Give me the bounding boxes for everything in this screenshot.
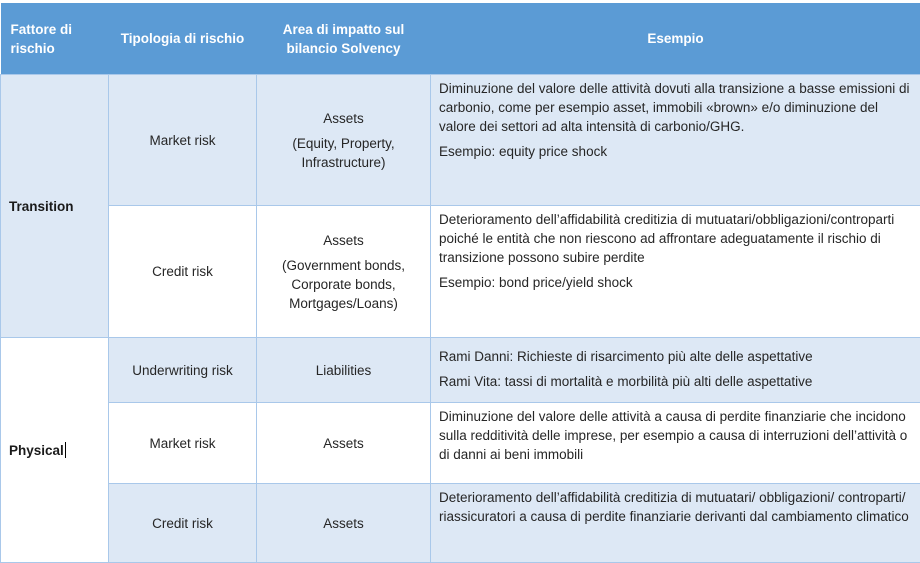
area-cell[interactable] xyxy=(257,75,431,206)
type-label: Underwriting risk xyxy=(132,363,233,378)
description-text: Diminuzione del valore delle attività dovuti alla transizione a basse emissioni di carbonio, come per esempio asset, immobili «brown» e/o diminuzione del valore dei settori ad alta intensità di carbonio/GHG. xyxy=(439,79,912,136)
area-label: Assets xyxy=(323,233,364,248)
factor-cell-physical[interactable] xyxy=(1,338,109,563)
area-detail: (Equity, Property, Infrastructure) xyxy=(263,134,424,172)
description-text: Deterioramento dell’affidabilità creditizia di mutuatari/ obbligazioni/ controparti/ riassicuratori a causa di perdite finanziarie derivanti dal cambiamento climatico xyxy=(439,488,912,526)
example-text: Esempio: equity price shock xyxy=(439,142,912,161)
area-cell[interactable] xyxy=(257,403,431,484)
type-cell[interactable] xyxy=(109,484,257,563)
header-factor: Fattore di rischio xyxy=(1,3,109,75)
type-cell[interactable] xyxy=(109,338,257,403)
example-cell[interactable] xyxy=(431,206,920,338)
type-label: Market risk xyxy=(149,133,215,148)
area-cell[interactable] xyxy=(257,206,431,338)
table-row xyxy=(1,403,920,484)
area-cell[interactable] xyxy=(257,484,431,563)
type-label: Credit risk xyxy=(152,264,213,279)
factor-cell-transition[interactable] xyxy=(1,75,109,338)
area-detail: (Government bonds, Corporate bonds, Mortgages/Loans) xyxy=(263,256,424,313)
example-text: Esempio: bond price/yield shock xyxy=(439,273,912,292)
area-label: Assets xyxy=(323,436,364,451)
header-area: Area di impatto sul bilancio Solvency xyxy=(257,3,431,75)
type-label: Credit risk xyxy=(152,516,213,531)
type-cell[interactable] xyxy=(109,403,257,484)
table-row xyxy=(1,206,920,338)
type-label: Market risk xyxy=(149,436,215,451)
example-cell[interactable] xyxy=(431,403,920,484)
table-header-row xyxy=(1,3,920,75)
example-cell[interactable] xyxy=(431,484,920,563)
header-type: Tipologia di rischio xyxy=(109,3,257,75)
example-cell[interactable] xyxy=(431,338,920,403)
area-label: Liabilities xyxy=(316,363,372,378)
description-text: Diminuzione del valore delle attività a causa di perdite finanziarie che incidono sulla redditività delle imprese, per esempio a causa di interruzioni dell’attività o di danni ai beni immobili xyxy=(439,407,912,464)
table-row xyxy=(1,484,920,563)
factor-label: Transition xyxy=(9,199,74,214)
description-text: Rami Danni: Richieste di risarcimento più alte delle aspettative xyxy=(439,347,912,366)
table-row xyxy=(1,338,920,403)
text-cursor xyxy=(65,442,66,458)
area-label: Assets xyxy=(323,516,364,531)
table-row xyxy=(1,75,920,206)
factor-label: Physical xyxy=(9,443,64,458)
area-cell[interactable] xyxy=(257,338,431,403)
header-example: Esempio xyxy=(431,3,920,75)
example-text: Rami Vita: tassi di mortalità e morbilità più alti delle aspettative xyxy=(439,372,912,391)
type-cell[interactable] xyxy=(109,75,257,206)
description-text: Deterioramento dell’affidabilità creditizia di mutuatari/obbligazioni/controparti poiché le entità che non riescono ad affrontare adeguatamente il rischio di transizione possono subire perdite xyxy=(439,210,912,267)
example-cell[interactable] xyxy=(431,75,920,206)
climate-risk-table xyxy=(0,3,920,563)
type-cell[interactable] xyxy=(109,206,257,338)
area-label: Assets xyxy=(323,111,364,126)
document-page xyxy=(0,3,920,563)
